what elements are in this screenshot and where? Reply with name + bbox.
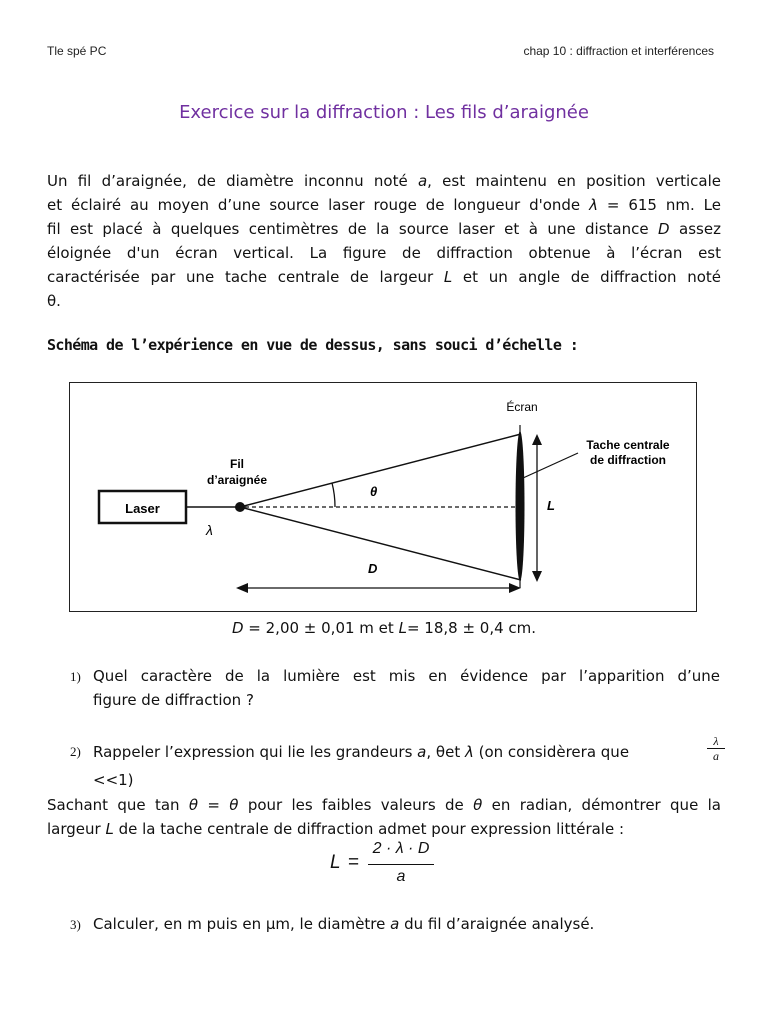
tache-pointer	[523, 453, 578, 478]
intro-line-5: caractérisée par une tache centrale de largeur L et un angle de diffraction noté	[47, 268, 721, 286]
schema-heading: Schéma de l’expérience en vue de dessus, sans souci d’échelle :	[47, 336, 579, 354]
question-3: Calculer, en m puis en μm, le diamètre a du fil d’araignée analysé.	[93, 915, 595, 933]
measure-D-text: = 2,00 ± 0,01 m et	[243, 619, 399, 637]
measure-L-text: = 18,8 ± 0,4 cm.	[406, 619, 537, 637]
D-label: D	[368, 561, 378, 576]
formula-numerator: 2 · λ · D	[372, 840, 430, 857]
lambda-label: λ	[206, 522, 213, 538]
measure-L-var: L	[398, 619, 407, 637]
experiment-figure	[69, 382, 697, 612]
L-label: L	[547, 498, 555, 513]
q2-number: 2)	[70, 744, 81, 759]
q2-statement	[47, 793, 721, 841]
ecran-label: Écran	[506, 400, 538, 414]
q2-fraction-den: a	[713, 749, 719, 763]
intro-paragraph	[47, 169, 721, 313]
tache-label-line2: de diffraction	[589, 453, 667, 467]
tache-label-line1: Tache centrale	[586, 438, 670, 452]
formula	[330, 840, 440, 890]
q2-line-2: <<1)	[93, 771, 134, 789]
header-left: Tle spé PC	[47, 44, 107, 58]
q2-statement-line-2: largeur L de la tache centrale de diffraction admet pour expression littérale :	[47, 820, 625, 838]
q1-number: 1)	[70, 669, 81, 684]
question-1	[93, 664, 720, 712]
intro-line-1: Un fil d’araignée, de diamètre inconnu noté a, est maintenu en position verticale	[47, 172, 721, 190]
q2-fraction	[707, 734, 725, 763]
intro-line-4: éloignée d'un écran vertical. La figure de diffraction obtenue à l’écran est	[47, 244, 721, 262]
intro-line-2: et éclairé au moyen d’une source laser rouge de longueur d'onde λ = 615 nm. Le	[47, 196, 721, 214]
page-title: Exercice sur la diffraction : Les fils d’araignée	[179, 102, 589, 123]
q1-line-2: figure de diffraction ?	[93, 691, 254, 709]
D-arrow-head-left	[236, 583, 248, 593]
intro-line-6: θ.	[47, 292, 61, 310]
q3-number: 3)	[70, 917, 81, 932]
q1-line-1: Quel caractère de la lumière est mis en évidence par l’apparition d’une	[93, 667, 720, 685]
formula-lhs: L	[330, 852, 341, 873]
L-arrow-head-top	[532, 434, 542, 445]
D-arrow-head-right	[509, 583, 521, 593]
ray-upper	[240, 434, 521, 507]
theta-arc	[332, 483, 335, 507]
formula-eq: =	[348, 852, 360, 873]
experiment-diagram	[70, 383, 698, 613]
measure-D-var: D	[231, 619, 244, 637]
fil-label-line2: d’araignée	[206, 473, 268, 487]
header-right: chap 10 : diffraction et interférences	[523, 44, 714, 58]
formula-denominator: a	[396, 868, 406, 885]
theta-label: θ	[370, 484, 378, 499]
q2-line-1: Rappeler l’expression qui lie les grandeurs a, θet λ (on considèrera que	[93, 743, 630, 761]
intro-line-3: fil est placé à quelques centimètres de la source laser et à une distance D assez	[47, 220, 721, 238]
q2-statement-line-1: Sachant que tan θ = θ pour les faibles valeurs de θ en radian, démontrer que la	[47, 796, 721, 814]
L-arrow-head-bottom	[532, 571, 542, 582]
ray-lower	[240, 507, 521, 580]
fil-label-line1: Fil	[230, 457, 244, 471]
measures-line	[0, 619, 768, 637]
formula-bar	[368, 864, 434, 865]
q2-fraction-num: λ	[707, 734, 725, 749]
laser-label: Laser	[125, 501, 160, 516]
